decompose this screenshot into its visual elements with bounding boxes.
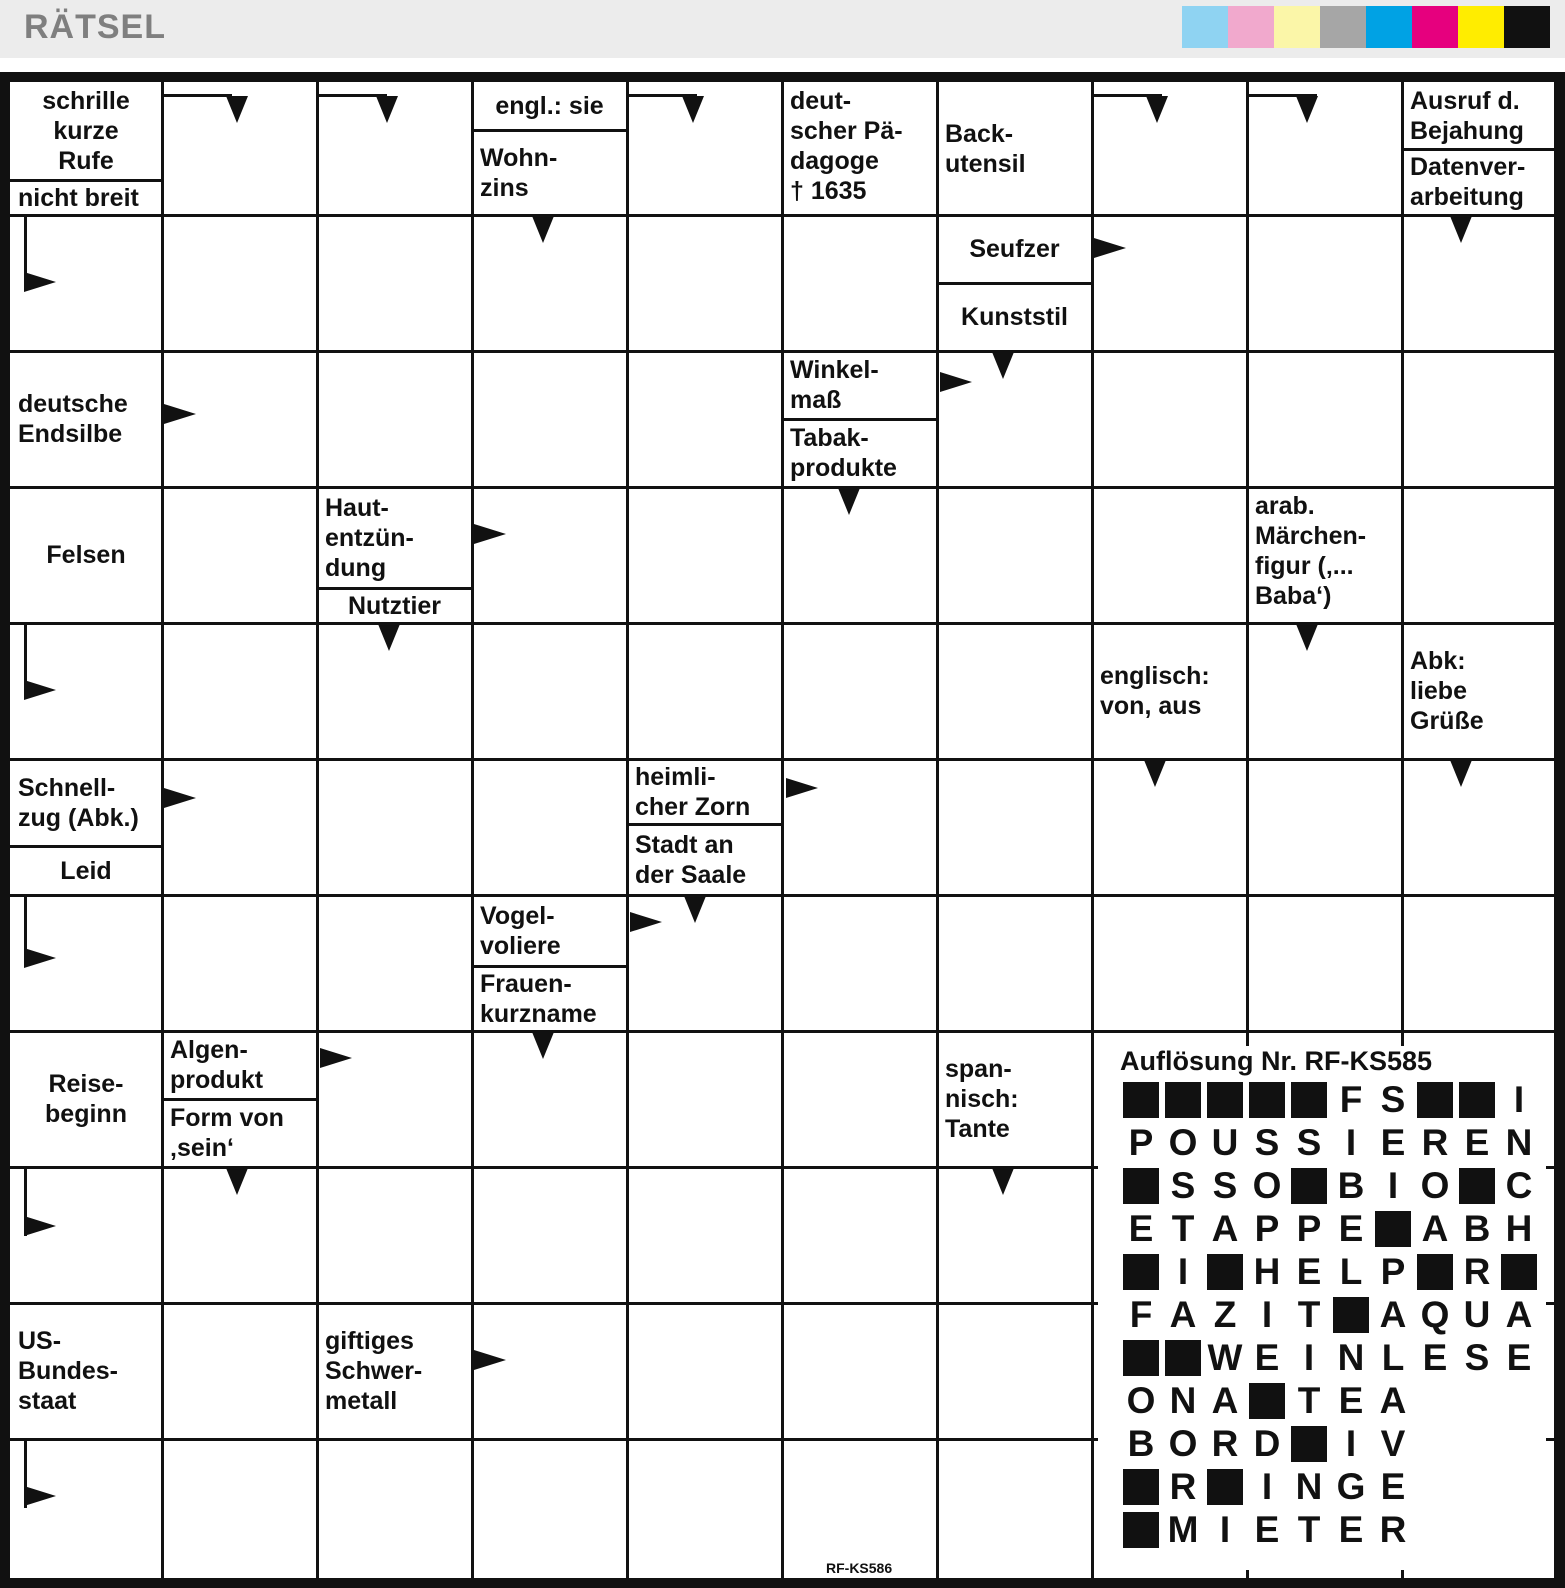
arrow-down-icon xyxy=(684,896,706,923)
clue-box: Schnell- zug (Abk.) xyxy=(12,761,160,844)
clue-divider xyxy=(1402,148,1554,151)
solution-title: Auflösung Nr. RF-KS585 xyxy=(1120,1046,1433,1076)
solution-letter: P xyxy=(1128,1122,1154,1163)
answer-cell[interactable] xyxy=(164,625,315,757)
answer-cell[interactable] xyxy=(319,761,470,893)
solution-letter: E xyxy=(1380,1466,1406,1507)
solution-letter: I xyxy=(1261,1466,1273,1507)
solution-letter: E xyxy=(1464,1122,1490,1163)
clue-divider xyxy=(472,129,627,132)
arrow-right-icon xyxy=(940,372,972,392)
arrow-right-icon xyxy=(164,404,196,424)
clue-box: Form von ‚sein‘ xyxy=(164,1101,315,1165)
answer-cell[interactable] xyxy=(319,897,470,1029)
solution-letter: A xyxy=(1379,1380,1407,1421)
solution-letter: N xyxy=(1295,1466,1323,1507)
clue-divider xyxy=(162,1098,317,1101)
clue-box: Ausruf d. Bejahung xyxy=(1404,84,1552,147)
solution-letter: I xyxy=(1513,1079,1525,1120)
arrow-down-icon xyxy=(992,1168,1014,1195)
solution-letter: N xyxy=(1505,1122,1533,1163)
answer-cell[interactable] xyxy=(1249,761,1400,893)
clue-box: Vogel- voliere xyxy=(474,897,625,964)
solution-letter: A xyxy=(1211,1380,1239,1421)
answer-cell[interactable] xyxy=(164,1305,315,1437)
arrow-down-icon xyxy=(1296,624,1318,651)
answer-cell[interactable] xyxy=(1404,489,1552,621)
arrow-right-icon xyxy=(24,272,56,292)
answer-cell[interactable] xyxy=(784,625,935,757)
color-swatch xyxy=(1504,6,1550,48)
clue-divider xyxy=(782,418,937,421)
solution-letter: T xyxy=(1297,1509,1321,1550)
answer-cell[interactable] xyxy=(939,625,1090,757)
arrow-down-icon xyxy=(682,96,704,123)
answer-cell[interactable] xyxy=(629,625,780,757)
color-swatch xyxy=(1274,6,1320,48)
answer-cell[interactable] xyxy=(319,353,470,485)
clue-box: engl.: sie xyxy=(474,84,625,128)
solution-block xyxy=(1375,1211,1411,1247)
answer-cell[interactable] xyxy=(164,761,315,893)
solution-letter: E xyxy=(1380,1122,1406,1163)
solution-letter: I xyxy=(1177,1251,1189,1292)
clue-box: US- Bundes- staat xyxy=(12,1305,160,1437)
solution-letter: L xyxy=(1339,1251,1363,1292)
clue-box: Kunststil xyxy=(939,285,1090,349)
clue-box: Leid xyxy=(12,848,160,893)
clue-divider xyxy=(10,845,162,848)
solution-letter: W xyxy=(1207,1337,1243,1378)
solution-letter: S xyxy=(1212,1165,1238,1206)
arrow-right-icon xyxy=(24,1216,56,1236)
solution-row xyxy=(1120,1424,1414,1464)
solution-block xyxy=(1417,1082,1453,1118)
solution-letter: A xyxy=(1211,1208,1239,1249)
answer-cell[interactable] xyxy=(1249,84,1400,213)
solution-block xyxy=(1165,1340,1201,1376)
solution-letter: F xyxy=(1339,1079,1363,1120)
solution-row xyxy=(1120,1252,1540,1292)
solution-row xyxy=(1120,1295,1540,1335)
arrow-stem xyxy=(24,624,27,692)
solution-letter: A xyxy=(1379,1294,1407,1335)
clue-box: Wohn- zins xyxy=(474,132,625,213)
solution-block xyxy=(1459,1168,1495,1204)
arrow-down-icon xyxy=(226,96,248,123)
solution-block xyxy=(1207,1469,1243,1505)
solution-letter: E xyxy=(1422,1337,1448,1378)
answer-cell[interactable] xyxy=(474,625,625,757)
arrow-right-icon xyxy=(1094,238,1126,258)
solution-letter: S xyxy=(1296,1122,1322,1163)
page-title: RÄTSEL xyxy=(24,8,166,46)
answer-cell[interactable] xyxy=(474,1441,625,1576)
arrow-right-icon xyxy=(24,680,56,700)
solution-letter: F xyxy=(1129,1294,1153,1335)
solution-letter: L xyxy=(1381,1337,1405,1378)
solution-letter: O xyxy=(1168,1423,1198,1464)
solution-block xyxy=(1291,1168,1327,1204)
solution-block xyxy=(1249,1082,1285,1118)
clue-box: Algen- produkt xyxy=(164,1033,315,1097)
solution-letter: O xyxy=(1168,1122,1198,1163)
answer-cell[interactable] xyxy=(474,489,625,621)
solution-block xyxy=(1417,1254,1453,1290)
solution-row xyxy=(1120,1080,1540,1120)
solution-block xyxy=(1291,1426,1327,1462)
clue-divider xyxy=(10,179,162,182)
color-swatches xyxy=(1182,6,1550,48)
arrow-right-icon xyxy=(320,1048,352,1068)
arrow-stem xyxy=(162,94,232,97)
arrow-down-icon xyxy=(1296,96,1318,123)
solution-letter: Q xyxy=(1420,1294,1450,1335)
answer-cell[interactable] xyxy=(1094,353,1245,485)
answer-cell[interactable] xyxy=(164,1441,315,1576)
color-swatch xyxy=(1182,6,1228,48)
solution-block xyxy=(1165,1082,1201,1118)
answer-cell[interactable] xyxy=(474,1169,625,1301)
answer-cell[interactable] xyxy=(1249,625,1400,757)
answer-cell[interactable] xyxy=(784,1441,935,1576)
solution-letter: G xyxy=(1336,1466,1366,1507)
arrow-down-icon xyxy=(1450,216,1472,243)
answer-cell[interactable] xyxy=(1404,353,1552,485)
clue-box: Back- utensil xyxy=(939,84,1090,213)
solution-letter: E xyxy=(1254,1337,1280,1378)
answer-cell[interactable] xyxy=(164,897,315,1029)
answer-cell[interactable] xyxy=(474,353,625,485)
answer-cell[interactable] xyxy=(1094,217,1245,349)
color-swatch xyxy=(1412,6,1458,48)
solution-block xyxy=(1501,1254,1537,1290)
solution-letter: R xyxy=(1211,1423,1239,1464)
answer-cell[interactable] xyxy=(1404,897,1552,1029)
solution-letter: T xyxy=(1297,1380,1321,1421)
solution-block xyxy=(1123,1469,1159,1505)
solution-letter: S xyxy=(1254,1122,1280,1163)
solution-letter: S xyxy=(1464,1337,1490,1378)
arrow-stem xyxy=(1092,94,1162,97)
arrow-right-icon xyxy=(164,788,196,808)
solution-letter: A xyxy=(1505,1294,1533,1335)
solution-letter: U xyxy=(1463,1294,1491,1335)
answer-cell[interactable] xyxy=(784,1305,935,1437)
arrow-stem xyxy=(317,94,387,97)
arrow-down-icon xyxy=(1144,760,1166,787)
clue-box: arab. Märchen- figur (‚... Baba‘) xyxy=(1249,489,1400,621)
solution-block xyxy=(1123,1254,1159,1290)
answer-cell[interactable] xyxy=(1404,761,1552,893)
solution-row xyxy=(1120,1209,1540,1249)
arrow-right-icon xyxy=(24,1486,56,1506)
answer-cell[interactable] xyxy=(164,217,315,349)
solution-letter: B xyxy=(1337,1165,1365,1206)
answer-cell[interactable] xyxy=(1094,761,1245,893)
arrow-stem xyxy=(627,94,697,97)
arrow-down-icon xyxy=(992,352,1014,379)
clue-divider xyxy=(317,587,472,590)
answer-cell[interactable] xyxy=(939,1305,1090,1437)
answer-cell[interactable] xyxy=(629,353,780,485)
clue-box: Stadt an der Saale xyxy=(629,826,780,893)
solution-row xyxy=(1120,1166,1540,1206)
solution-letter: B xyxy=(1127,1423,1155,1464)
solution-letter: A xyxy=(1421,1208,1449,1249)
answer-cell[interactable] xyxy=(939,761,1090,893)
solution-letter: O xyxy=(1252,1165,1282,1206)
solution-letter: T xyxy=(1171,1208,1195,1249)
color-swatch xyxy=(1458,6,1504,48)
clue-box: Frauen- kurzname xyxy=(474,968,625,1029)
answer-cell[interactable] xyxy=(784,1169,935,1301)
solution-letter: R xyxy=(1463,1251,1491,1292)
clue-box: deutsche Endsilbe xyxy=(12,353,160,485)
arrow-stem xyxy=(24,1440,27,1508)
answer-cell[interactable] xyxy=(1094,489,1245,621)
solution-letter: R xyxy=(1169,1466,1197,1507)
solution-block xyxy=(1123,1168,1159,1204)
solution-letter: I xyxy=(1345,1423,1357,1464)
clue-box: giftiges Schwer- metall xyxy=(319,1305,470,1437)
solution-letter: S xyxy=(1170,1165,1196,1206)
arrow-down-icon xyxy=(532,216,554,243)
solution-row xyxy=(1120,1510,1414,1550)
clue-box: englisch: von, aus xyxy=(1094,625,1245,757)
solution-letter: M xyxy=(1167,1509,1199,1550)
solution-letter: P xyxy=(1296,1208,1322,1249)
solution-letter: E xyxy=(1338,1380,1364,1421)
arrow-stem xyxy=(24,1168,27,1236)
solution-letter: C xyxy=(1505,1165,1533,1206)
answer-cell[interactable] xyxy=(1094,84,1245,213)
solution-letter: I xyxy=(1345,1122,1357,1163)
solution-letter: N xyxy=(1169,1380,1197,1421)
solution-letter: I xyxy=(1219,1509,1231,1550)
answer-cell[interactable] xyxy=(1094,897,1245,1029)
solution-block xyxy=(1123,1512,1159,1548)
answer-cell[interactable] xyxy=(939,1169,1090,1301)
arrow-right-icon xyxy=(474,1350,506,1370)
clue-box: deut- scher Pä- dagoge † 1635 xyxy=(784,84,935,213)
clue-box: Winkel- maß xyxy=(784,353,935,417)
answer-cell[interactable] xyxy=(629,1305,780,1437)
clue-box: nicht breit xyxy=(12,182,160,213)
answer-cell[interactable] xyxy=(629,1441,780,1576)
clue-box: schrille kurze Rufe xyxy=(12,84,160,178)
answer-cell[interactable] xyxy=(1404,217,1552,349)
answer-cell[interactable] xyxy=(939,1441,1090,1576)
arrow-down-icon xyxy=(1450,760,1472,787)
answer-cell[interactable] xyxy=(319,217,470,349)
solution-block xyxy=(1207,1254,1243,1290)
solution-letter: E xyxy=(1506,1337,1532,1378)
clue-box: Reise- beginn xyxy=(12,1033,160,1165)
arrow-down-icon xyxy=(532,1032,554,1059)
solution-block xyxy=(1207,1082,1243,1118)
arrow-down-icon xyxy=(1146,96,1168,123)
answer-cell[interactable] xyxy=(629,1169,780,1301)
solution-letter: I xyxy=(1303,1337,1315,1378)
clue-box: Tabak- produkte xyxy=(784,421,935,485)
answer-cell[interactable] xyxy=(784,217,935,349)
clue-box: span- nisch: Tante xyxy=(939,1033,1090,1165)
arrow-down-icon xyxy=(226,1168,248,1195)
clue-box: Nutztier xyxy=(319,590,470,621)
solution-letter: I xyxy=(1387,1165,1399,1206)
color-swatch xyxy=(1320,6,1366,48)
solution-row xyxy=(1120,1381,1414,1421)
clue-box: Datenver- arbeitung xyxy=(1404,151,1552,213)
solution-block xyxy=(1249,1383,1285,1419)
solution-row xyxy=(1120,1338,1540,1378)
clue-divider xyxy=(472,965,627,968)
solution-letter: O xyxy=(1126,1380,1156,1421)
answer-cell[interactable] xyxy=(939,489,1090,621)
color-swatch xyxy=(1366,6,1412,48)
solution-letter: E xyxy=(1296,1251,1322,1292)
arrow-down-icon xyxy=(376,96,398,123)
solution-letter: R xyxy=(1421,1122,1449,1163)
solution-panel xyxy=(1098,1046,1546,1570)
arrow-right-icon xyxy=(630,912,662,932)
solution-block xyxy=(1123,1340,1159,1376)
answer-cell[interactable] xyxy=(784,897,935,1029)
solution-block xyxy=(1459,1082,1495,1118)
solution-row xyxy=(1120,1123,1540,1163)
color-swatch xyxy=(1228,6,1274,48)
answer-cell[interactable] xyxy=(319,1441,470,1576)
answer-cell[interactable] xyxy=(1249,353,1400,485)
solution-letter: R xyxy=(1379,1509,1407,1550)
solution-letter: V xyxy=(1380,1423,1406,1464)
answer-cell[interactable] xyxy=(474,1305,625,1437)
solution-letter: H xyxy=(1505,1208,1533,1249)
clue-box: heimli- cher Zorn xyxy=(629,761,780,822)
clue-box: Seufzer xyxy=(939,217,1090,281)
answer-cell[interactable] xyxy=(939,897,1090,1029)
solution-letter: Z xyxy=(1213,1294,1237,1335)
solution-letter: E xyxy=(1338,1509,1364,1550)
answer-cell[interactable] xyxy=(12,1441,160,1576)
solution-letter: H xyxy=(1253,1251,1281,1292)
answer-cell[interactable] xyxy=(1249,217,1400,349)
solution-letter: N xyxy=(1337,1337,1365,1378)
answer-cell[interactable] xyxy=(629,84,780,213)
answer-cell[interactable] xyxy=(474,761,625,893)
solution-block xyxy=(1333,1297,1369,1333)
clue-divider xyxy=(627,823,782,826)
answer-cell[interactable] xyxy=(1249,897,1400,1029)
clue-box: Abk: liebe Grüße xyxy=(1404,625,1552,757)
clue-box: Felsen xyxy=(12,489,160,621)
solution-letter: E xyxy=(1338,1208,1364,1249)
header-bar xyxy=(0,0,1565,58)
solution-row xyxy=(1120,1467,1414,1507)
solution-block xyxy=(1291,1082,1327,1118)
solution-letter: B xyxy=(1463,1208,1491,1249)
puzzle-code: RF-KS586 xyxy=(826,1560,893,1576)
arrow-right-icon xyxy=(474,524,506,544)
solution-letter: S xyxy=(1380,1079,1406,1120)
solution-letter: I xyxy=(1261,1294,1273,1335)
solution-letter: P xyxy=(1254,1208,1280,1249)
solution-letter: A xyxy=(1169,1294,1197,1335)
solution-block xyxy=(1123,1082,1159,1118)
arrow-stem xyxy=(24,896,27,964)
answer-cell[interactable] xyxy=(319,1169,470,1301)
solution-letter: P xyxy=(1380,1251,1406,1292)
solution-letter: E xyxy=(1128,1208,1154,1249)
clue-divider xyxy=(937,282,1092,285)
solution-letter: E xyxy=(1254,1509,1280,1550)
answer-cell[interactable] xyxy=(784,1033,935,1165)
clue-box: Haut- entzün- dung xyxy=(319,489,470,586)
answer-cell[interactable] xyxy=(629,217,780,349)
arrow-down-icon xyxy=(838,488,860,515)
arrow-right-icon xyxy=(24,948,56,968)
arrow-stem xyxy=(24,216,27,284)
arrow-right-icon xyxy=(786,778,818,798)
answer-cell[interactable] xyxy=(164,489,315,621)
solution-letter: T xyxy=(1297,1294,1321,1335)
arrow-stem xyxy=(1247,94,1317,97)
solution-letter: D xyxy=(1253,1423,1281,1464)
solution-letter: O xyxy=(1420,1165,1450,1206)
solution-letter: U xyxy=(1211,1122,1239,1163)
arrow-down-icon xyxy=(378,624,400,651)
answer-cell[interactable] xyxy=(629,1033,780,1165)
answer-cell[interactable] xyxy=(629,489,780,621)
